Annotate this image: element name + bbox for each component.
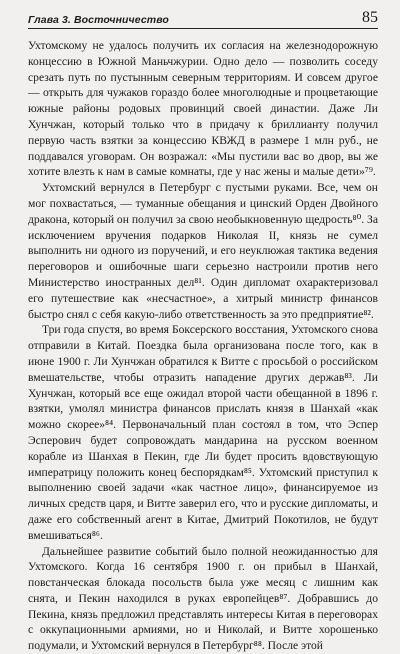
book-page [28, 6, 378, 654]
paragraph-2: Ухтомский вернулся в Петербург с пустыми руками. Все, чем он мог похвастаться, — туманные обещания и цинский Орден Двойного дракона, который он получил за свою необыкновенную щедрость⁸⁰. За исключением вручения подарков Николая II, князь не сумел выполнить ни одного из поручений, и его неуклюжая тактика ведения переговоров и ошибочные шаги серьезно настроили против него Министерство иностранных дел⁸¹. Один дипломат охарактеризовал его путешествие как «несчастное», а хитрый министр финансов быстро снял с себя какую-либо ответственность за это предприятие⁸². [28, 180, 378, 322]
page-number: 85 [362, 10, 378, 26]
page-header [28, 6, 378, 29]
paragraph-3: Три года спустя, во время Боксерского восстания, Ухтомского снова отправили в Китай. Поездка была организована после того, как в июне 1900 г. Ли Хунчжан обратился к Витте с просьбой о российском вмешательстве, чтобы отразить нападение других держав⁸³. Ли Хунчжан, который все еще ожидал второй части обещанной в 1896 г. взятки, умолял министра финансов прислать князя в Шанхай «как можно скорее»⁸⁴. Первоначальный план состоял в том, что Эспер Эсперович будет сопровождать мандарина на русском военном корабле из Шанхая в Пекин, где Ли будет просить вдовствующую императрицу положить конец беспорядкам⁸⁵. Ухтомский приступил к выполнению своей задачи «как частное лицо», финансируемое из личных средств царя, и Витте заверил его, что и русские дипломаты, и даже его собственный агент в Китае, Дмитрий Покотилов, не будут вмешиваться⁸⁶. [28, 322, 378, 543]
paragraph-1: Ухтомскому не удалось получить их согласия на железнодорожную концессию в Южной Маньчжурии. Одно дело — позволить соседу срезать путь по пустынным северным территориям. И совсем другое — открыть для чужаков гораздо более многолюдные и процветающие южные районы родовых провинций своей династии. Даже Ли Хунчжан, который только что в придачу к бриллианту получил первую часть взятки за концессию КВЖД в размере 1 млн руб., не поддавался уговорам. Он возражал: «Мы пустили вас во двор, вы же хотите влезть к нам в самые комнаты, где у нас жены и малые дети»⁷⁹. [28, 38, 378, 180]
body-text [28, 38, 378, 654]
paragraph-4: Дальнейшее развитие событий было полной неожиданностью для Ухтомского. Когда 16 сентября 1900 г. он прибыл в Шанхай, повстанческая блокада посольств была уже месяц с лишним как снята, и Пекин находился в руках европейцев⁸⁷. Добравшись до Пекина, князь предложил представлять интересы Китая в переговорах с оккупационными армиями, но и Николай, и Витте хорошенько подумали, и Ухтомский вернулся в Петербург⁸⁸. После этой [28, 544, 378, 654]
running-head: Глава 3. Восточничество [28, 14, 169, 26]
